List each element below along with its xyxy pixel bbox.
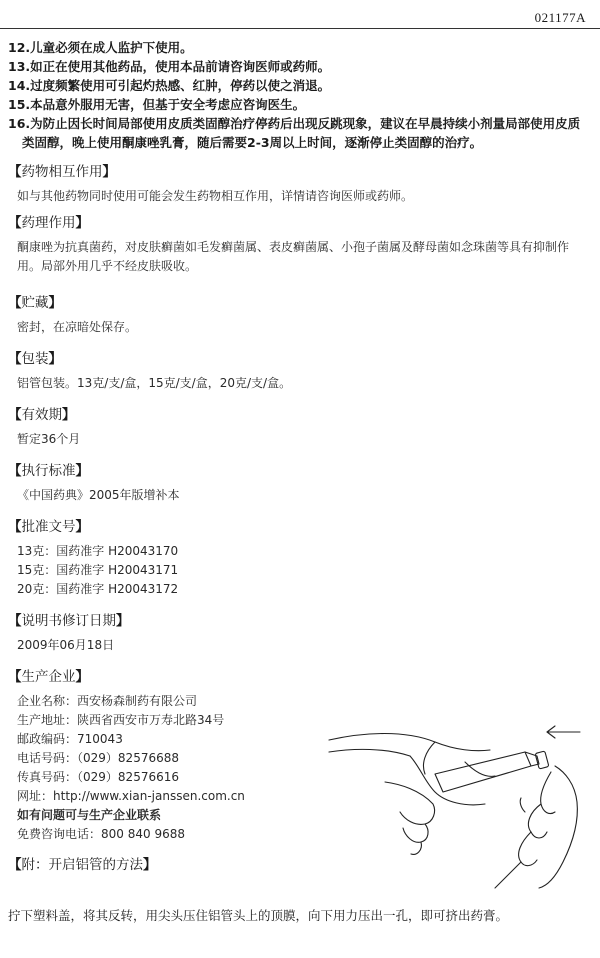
- opening-instruction: 拧下塑料盖，将其反转，用尖头压住铝管头上的顶膜，向下用力压出一孔，即可挤出药膏。: [8, 908, 509, 923]
- warning-item-15: 15.本品意外服用无害，但基于安全考虑应咨询医生。: [8, 97, 306, 112]
- section-validity: [8, 406, 592, 449]
- approval-number-13g: 13克：国药准字 H20043170: [17, 544, 179, 558]
- section-heading: 【药理作用】: [8, 215, 89, 231]
- section-heading: 【执行标准】: [8, 463, 89, 479]
- section-body: 如与其他药物同时使用可能会发生药物相互作用，详情请咨询医师或药师。: [17, 189, 414, 203]
- section-manufacturer: [8, 668, 328, 844]
- section-body: 暂定36个月: [17, 432, 81, 446]
- section-body: 2009年06月18日: [17, 638, 115, 652]
- warning-item-16: 16.为防止因长时间局部使用皮质类固醇治疗停药后出现反跳现象，建议在早晨持续小剂量局部使用皮质类固醇，晚上使用酮康唑乳膏，随后需要2-3周以上时间，逐渐停止类固醇的治疗。: [8, 116, 581, 150]
- section-heading: 【贮藏】: [8, 295, 62, 311]
- section-heading: 【批准文号】: [8, 519, 89, 535]
- section-heading: 【包装】: [8, 351, 62, 367]
- top-rule: [0, 28, 600, 29]
- company-name-line: 企业名称：西安杨森制药有限公司: [17, 694, 198, 708]
- warning-item-14: 14.过度频繁使用可引起灼热感、红肿，停药以使之消退。: [8, 78, 331, 93]
- fax-line: 传真号码：（029）82576616: [17, 770, 179, 784]
- section-revision: [8, 612, 592, 655]
- section-heading: 【药物相互作用】: [8, 164, 116, 180]
- website-line: 网址：http://www.xian-janssen.com.cn: [17, 789, 245, 803]
- section-heading: 【说明书修订日期】: [8, 613, 130, 629]
- section-body: 《中国药典》2005年版增补本: [17, 488, 180, 502]
- section-body: [8, 542, 592, 599]
- postcode-line: 邮政编码：710043: [17, 732, 123, 746]
- approval-number-15g: 15克：国药准字 H20043171: [17, 563, 179, 577]
- section-body: 密封，在凉暗处保存。: [17, 320, 138, 334]
- section-packaging: [8, 350, 592, 393]
- section-pharmacology: [8, 214, 592, 276]
- section-heading: 【生产企业】: [8, 669, 89, 685]
- document-code: 021177A: [534, 10, 586, 25]
- section-body: [8, 692, 328, 844]
- section-body: 铝管包装。13克/支/盒，15克/支/盒，20克/支/盒。: [17, 376, 292, 390]
- tube-opening-illustration: [325, 712, 595, 890]
- phone-line: 电话号码：（029）82576688: [17, 751, 179, 765]
- approval-number-20g: 20克：国药准字 H20043172: [17, 582, 179, 596]
- section-body: 酮康唑为抗真菌药，对皮肤癣菌如毛发癣菌属、表皮癣菌属、小孢子菌属及酵母菌如念珠菌等具有抑制作用。局部外用几乎不经皮肤吸收。: [17, 240, 570, 273]
- contact-note: 如有问题可与生产企业联系: [17, 808, 162, 822]
- warnings-list: [8, 38, 592, 152]
- warning-item-13: 13.如正在使用其他药品，使用本品前请咨询医师或药师。: [8, 59, 331, 74]
- section-interactions: [8, 163, 592, 206]
- section-standard: [8, 462, 592, 505]
- address-line: 生产地址：陕西省西安市万寿北路34号: [17, 713, 225, 727]
- section-heading: 【附：开启铝管的方法】: [8, 857, 157, 873]
- section-approval: [8, 518, 592, 599]
- hotline-line: 免费咨询电话：800 840 9688: [17, 827, 185, 841]
- section-heading: 【有效期】: [8, 407, 76, 423]
- warning-item-12: 12.儿童必须在成人监护下使用。: [8, 40, 193, 55]
- section-storage: [8, 294, 592, 337]
